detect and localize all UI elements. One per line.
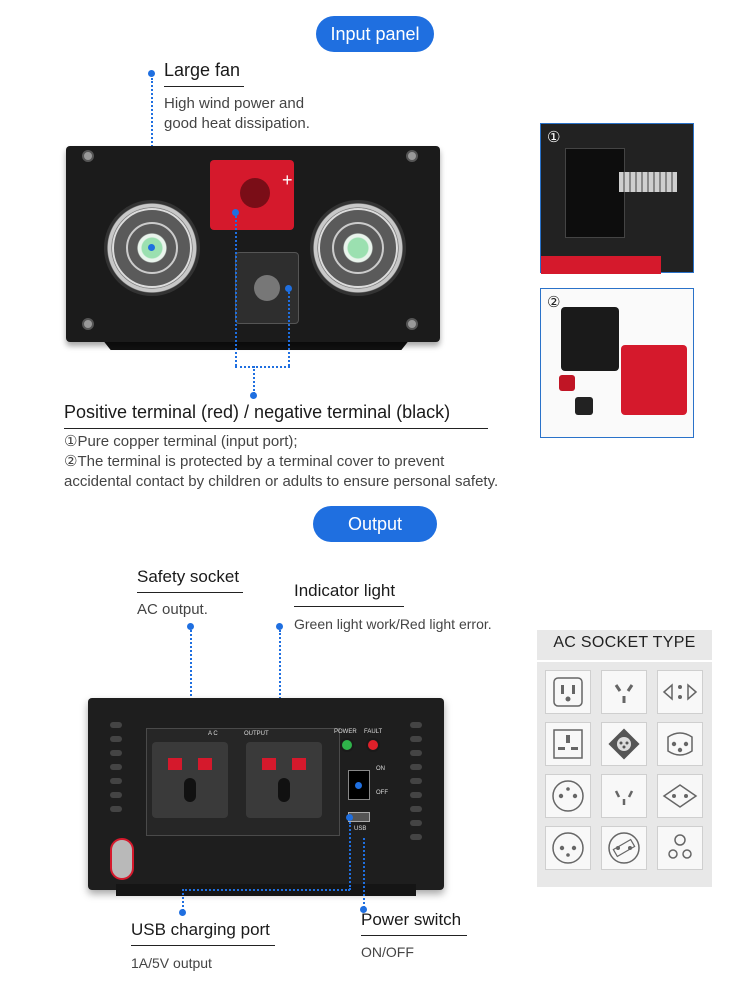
vent-slot (410, 820, 422, 826)
indicator-light-title: Indicator light (294, 581, 396, 600)
cn-socket-icon (601, 774, 647, 818)
terminal-covers-photo (540, 288, 694, 438)
switch-on-label: ON (376, 766, 385, 772)
vent-slot (110, 750, 122, 756)
terminal-desc-3: accidental contact by children or adults to ensure personal safety. (64, 473, 499, 490)
negative-terminal-target-dot (285, 285, 292, 292)
terminal-desc-2: ②The terminal is protected by a terminal cover to prevent (64, 453, 445, 470)
usb-charging-desc: 1A/5V output (131, 955, 212, 971)
vent-slot (410, 792, 422, 798)
positive-terminal-target-dot (232, 209, 239, 216)
power-switch-underline (361, 935, 467, 936)
right-universal-socket-icon (246, 742, 322, 818)
power-lamp-green (340, 738, 354, 752)
large-fan-desc-2: good heat dissipation. (164, 115, 310, 132)
usb-leader-down (182, 889, 184, 911)
vent-slot (110, 806, 122, 812)
universal-socket-icon (657, 670, 703, 714)
fuse-holder-icon (110, 838, 134, 880)
ac-label: A C (208, 731, 218, 737)
power-switch-title: Power switch (361, 910, 462, 929)
vent-slot (410, 722, 422, 728)
screw-icon (82, 150, 94, 162)
vent-slot (110, 778, 122, 784)
terminal-closeup-photo (540, 123, 694, 273)
us-socket-icon (545, 670, 591, 714)
terminal-bracket-bottom (235, 366, 290, 368)
indicator-light-callout-dot (276, 623, 283, 630)
za-socket-icon (657, 826, 703, 870)
red-cover-edge-icon (541, 256, 661, 274)
screw-icon (406, 150, 418, 162)
vent-slot (410, 764, 422, 770)
large-fan-desc-1: High wind power and (164, 95, 305, 112)
fault-lamp-red (366, 738, 380, 752)
uk-socket-icon (545, 722, 591, 766)
left-universal-socket-icon (152, 742, 228, 818)
screw-icon (406, 318, 418, 330)
black-cover-icon (561, 307, 619, 371)
fan-target-dot (148, 244, 155, 251)
output-panel-badge: Output panel (313, 506, 437, 542)
terminal-block-icon (565, 148, 625, 238)
ac-socket-type-heading: AC SOCKET TYPE (553, 634, 696, 651)
vent-slot (410, 806, 422, 812)
schuko-socket-icon (601, 826, 647, 870)
switch-off-label: OFF (376, 790, 388, 796)
terminal-bracket-right (288, 292, 290, 366)
photo-number-1: ① (547, 129, 561, 146)
bolt-icon (619, 172, 677, 192)
terminal-underline (64, 428, 488, 429)
terminal-desc-1: ①Pure copper terminal (input port); (64, 433, 298, 450)
vent-slot (110, 722, 122, 728)
au-socket-icon (601, 670, 647, 714)
output-label: OUTPUT (244, 731, 269, 737)
large-fan-underline (164, 86, 244, 87)
fault-label: FAULT (364, 729, 383, 735)
large-fan-callout-dot (148, 70, 155, 77)
switch-target-dot (355, 782, 362, 789)
usb-leader-horizontal (182, 889, 350, 891)
switch-leader-line (363, 838, 365, 908)
terminal-callout-dot (250, 392, 257, 399)
vent-slot (410, 778, 422, 784)
ac-socket-type-panel (537, 630, 712, 887)
vent-slot (410, 750, 422, 756)
terminal-title: Positive terminal (red) / negative terminal (black) (64, 402, 451, 422)
screw-icon (82, 318, 94, 330)
black-nut-icon (575, 397, 593, 415)
right-fan-icon (310, 200, 406, 296)
terminal-bracket-left (235, 216, 237, 366)
vent-slot (110, 764, 122, 770)
vent-slot (410, 736, 422, 742)
large-fan-title: Large fan (164, 60, 241, 80)
indicator-light-desc: Green light work/Red light error. (294, 616, 492, 632)
power-switch-desc: ON/OFF (361, 944, 414, 960)
terminal-leader-line (253, 366, 255, 394)
safety-socket-underline (137, 592, 243, 593)
red-nut-icon (559, 375, 575, 391)
it-socket-icon (657, 774, 703, 818)
vent-slot (110, 792, 122, 798)
input-panel-badge: Input panel (316, 16, 434, 52)
ac-socket-type-divider (537, 660, 712, 662)
safety-socket-desc: AC output. (137, 601, 208, 618)
usb-label: USB (354, 826, 367, 832)
indicator-light-underline (294, 606, 404, 607)
usb-leader-line (349, 822, 351, 890)
usb-callout-dot (179, 909, 186, 916)
power-label: POWER (334, 729, 357, 735)
safety-socket-callout-dot (187, 623, 194, 630)
fr-round-socket-icon (545, 774, 591, 818)
vent-slot (110, 736, 122, 742)
photo-number-2: ② (547, 294, 561, 311)
eu-socket-icon (545, 826, 591, 870)
safety-socket-title: Safety socket (137, 567, 240, 586)
br-socket-icon (657, 722, 703, 766)
usb-target-dot (346, 814, 353, 821)
usb-charging-underline (131, 945, 275, 946)
usb-charging-title: USB charging port (131, 920, 270, 939)
vent-slot (410, 834, 422, 840)
red-cover-icon (621, 345, 687, 415)
ch-angled-socket-icon (601, 722, 647, 766)
plus-mark: + (282, 170, 293, 190)
